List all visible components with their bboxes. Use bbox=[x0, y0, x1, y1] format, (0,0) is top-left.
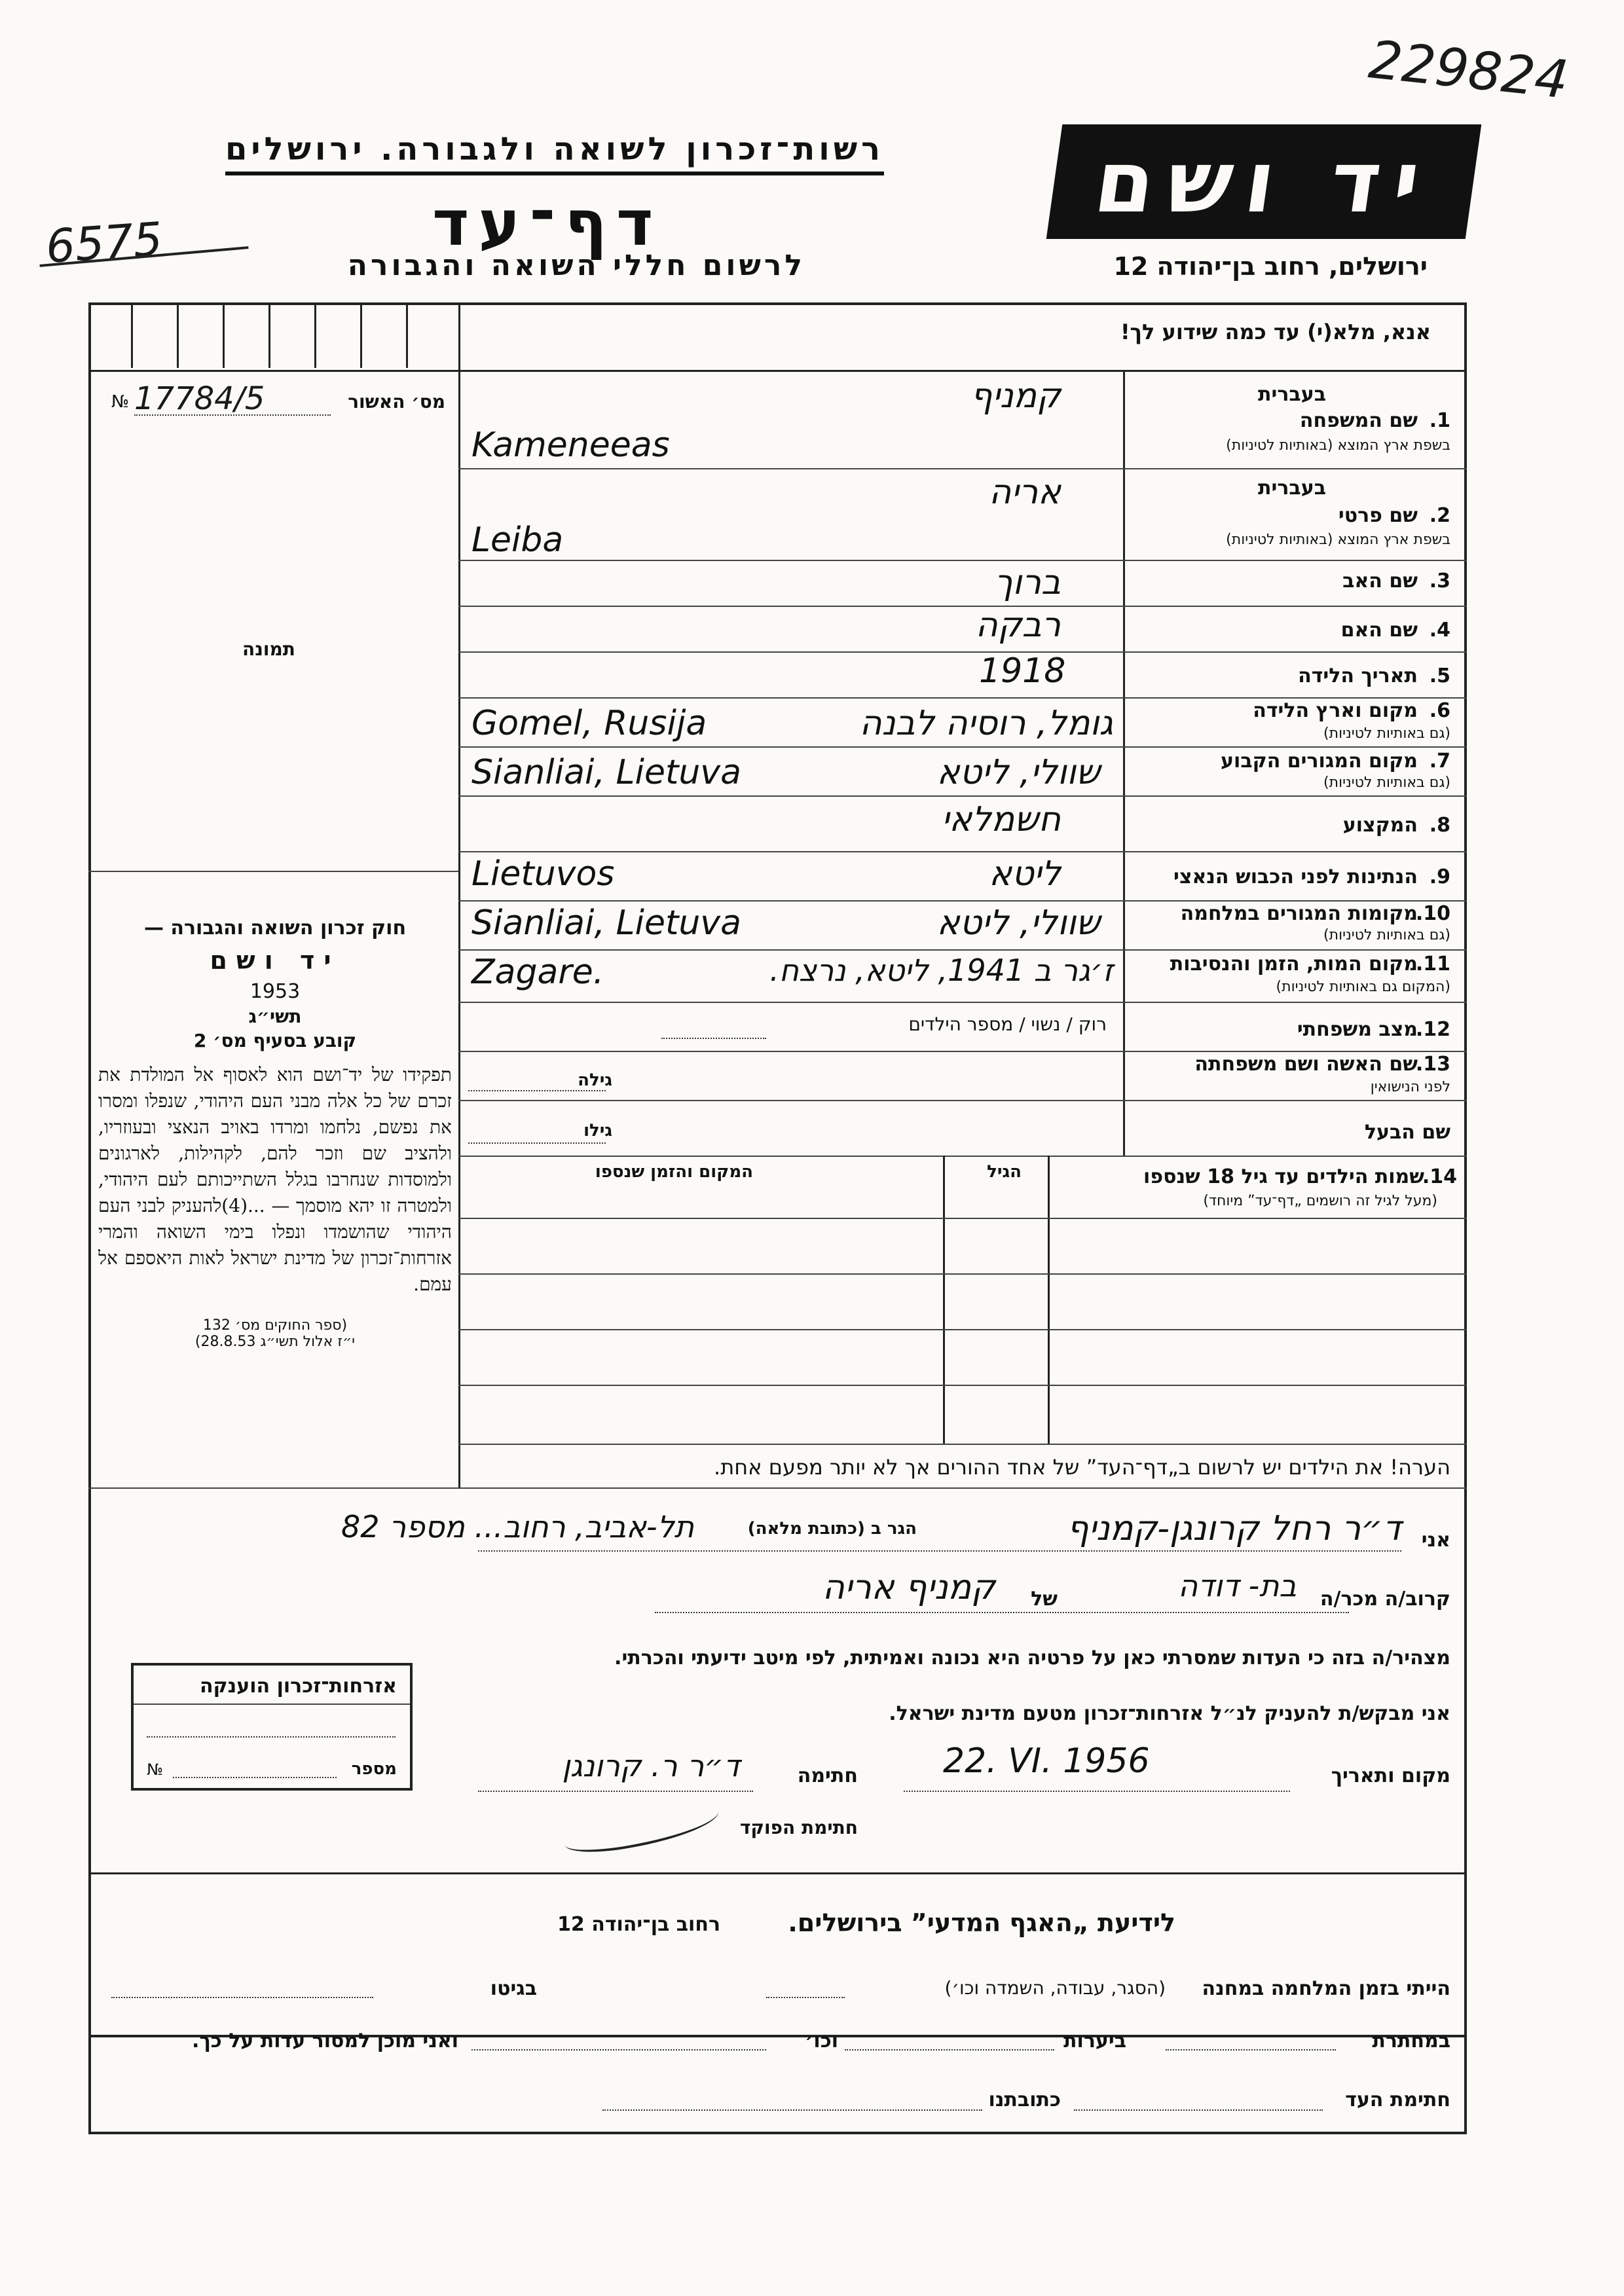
declarant-name: ד״ר רחל קרונגן-קמניף bbox=[1067, 1509, 1401, 1548]
field-9-number: 9. bbox=[1429, 866, 1450, 888]
science-line1-ghetto: בגיטו bbox=[490, 1977, 537, 2000]
signature-label: חתימה bbox=[797, 1764, 858, 1787]
science-address: רחוב בן־יהודה 12 bbox=[557, 1913, 720, 1936]
declaration-text: מצהיר/ה בזה כי העדות שמסרתי כאן על פרטיה היא נכונה ואמיתית, לפי מיטב ידיעתי והכרתי. bbox=[614, 1647, 1450, 1669]
science-line2-ready: ואני מוכן למסור עדות על כך. bbox=[192, 2030, 458, 2052]
science-line3-address: כתובתנו bbox=[988, 2088, 1061, 2111]
field-9-label: הנתינות לפני הכבוש הנאצי bbox=[1173, 866, 1418, 888]
handwritten-ref: 6575 bbox=[44, 211, 164, 274]
law-title: חוק זכרון השואה והגבורה — bbox=[143, 917, 407, 939]
org-name: רשות־זכרון לשואה ולגבורה. ירושלים bbox=[225, 131, 884, 175]
declarant-prefix: אני bbox=[1421, 1529, 1450, 1552]
field-6-sub: (גם באותיות לטיניות) bbox=[1323, 725, 1450, 742]
officer-signature-label: חתימת הפוקד bbox=[739, 1817, 858, 1838]
field-5-label: תאריך הלידה bbox=[1298, 665, 1418, 687]
field-1-value-latin: Kameneeas bbox=[471, 426, 670, 465]
approval-no-sign: № bbox=[111, 392, 130, 412]
law-name: יד ושם bbox=[210, 946, 341, 975]
children-number: 14. bbox=[1422, 1165, 1457, 1188]
field-12-value: רוק / נשוי / מספר הילדים bbox=[908, 1013, 1107, 1035]
field-1-hebrew-tag: בעברית bbox=[1258, 383, 1326, 406]
field-10-sub: (גם באותיות לטיניות) bbox=[1323, 927, 1450, 943]
field-2-label: שם פרטי bbox=[1338, 504, 1418, 527]
field-9-value-latin: Lietuvos bbox=[471, 854, 615, 894]
approval-field bbox=[98, 380, 452, 422]
field-2-value-he: אריה bbox=[989, 473, 1061, 512]
field-1-value-he: קמניף bbox=[970, 376, 1061, 416]
field-5-value: 1918 bbox=[979, 651, 1066, 691]
relation-label: קרוב/ה מכר/ה bbox=[1320, 1588, 1450, 1611]
field-12-number: 12. bbox=[1415, 1018, 1450, 1041]
science-line2-etc: וכו׳ bbox=[805, 2030, 838, 2052]
lower-frame bbox=[88, 1872, 1467, 2134]
field-2-number: 2. bbox=[1429, 504, 1450, 527]
husband-name-label: שם הבעל bbox=[1364, 1121, 1450, 1144]
instructions: אנא, מלא(י) עד כמה שידוע לך! bbox=[1120, 319, 1431, 344]
declaration-date: 22. VI. 1956 bbox=[943, 1741, 1150, 1781]
of-label: של bbox=[1031, 1588, 1058, 1611]
citizenship-number-label: מספר bbox=[351, 1759, 397, 1779]
field-12-label: מצב משפחתי bbox=[1297, 1018, 1418, 1041]
field-1-number: 1. bbox=[1429, 409, 1450, 432]
children-label: שמות הילדים עד גיל 18 שנספו bbox=[1143, 1165, 1424, 1188]
field-13-sub: לפני הנישואין bbox=[1370, 1079, 1450, 1095]
field-4-value: רבקה bbox=[975, 606, 1061, 645]
declarant-signature: ד״ר ר. קרונגן bbox=[562, 1748, 740, 1783]
law-year: 1953 bbox=[249, 980, 301, 1003]
field-10-number: 10. bbox=[1415, 902, 1450, 925]
field-13-label: שם האשה ושם משפחתה bbox=[1194, 1053, 1418, 1076]
approval-label: מס׳ האשור bbox=[348, 391, 445, 412]
field-11-value-latin: Zagare. bbox=[471, 953, 604, 992]
logo-text: יד ושם bbox=[1088, 132, 1439, 232]
field-2-value-latin: Leiba bbox=[471, 520, 564, 560]
children-sub: (מעל לגיל זה רושמים „דף־עד” מיוחד) bbox=[1203, 1193, 1437, 1209]
field-8-value: חשמלאי bbox=[941, 800, 1061, 839]
field-7-value-latin: Sianliai, Lietuva bbox=[471, 753, 741, 792]
science-line1-camp: הייתי בזמן המלחמה במחנה bbox=[1202, 1977, 1450, 2000]
science-line3-signature: חתימת העד bbox=[1345, 2088, 1450, 2111]
field-7-sub: (גם באותיות לטיניות) bbox=[1323, 774, 1450, 791]
field-2-sub: בשפת ארץ המוצא (באותיות לטיניות) bbox=[1226, 532, 1450, 548]
field-13-age-label: גילה bbox=[578, 1070, 612, 1090]
field-10-value-latin: Sianliai, Lietuva bbox=[471, 903, 741, 943]
field-6-label: מקום וארץ הלידה bbox=[1253, 699, 1418, 722]
field-6-value-latin: Gomel, Rusija bbox=[471, 704, 707, 743]
field-8-number: 8. bbox=[1429, 814, 1450, 837]
form-title: דף־עד bbox=[432, 187, 663, 260]
field-5-number: 5. bbox=[1429, 665, 1450, 687]
field-11-number: 11. bbox=[1415, 953, 1450, 975]
field-1-sub: בשפת ארץ המוצא (באותיות לטיניות) bbox=[1226, 437, 1450, 454]
declarant-address: תל-אביב, רחוב... מספר 82 bbox=[341, 1509, 694, 1544]
law-source: (ספר החוקים מס׳ 132 bbox=[202, 1317, 348, 1334]
children-col-age: הגיל bbox=[987, 1162, 1022, 1182]
yad-vashem-logo bbox=[1046, 124, 1482, 239]
citizenship-no-sign: № bbox=[147, 1760, 163, 1779]
field-9-value-he: ליטא bbox=[989, 854, 1061, 894]
husband-age-label: גילו bbox=[583, 1121, 612, 1140]
law-section: קובע בסעיף מס׳ 2 bbox=[193, 1030, 357, 1051]
field-8-label: המקצוע bbox=[1342, 814, 1418, 837]
field-6-number: 6. bbox=[1429, 699, 1450, 722]
field-10-label: מקומות המגורים במלחמה bbox=[1180, 902, 1418, 925]
field-3-number: 3. bbox=[1429, 570, 1450, 592]
field-3-label: שם האב bbox=[1342, 570, 1418, 592]
of-name: קמניף אריה bbox=[822, 1568, 995, 1607]
field-6-value-he: גומל, רוסיה לבנה bbox=[859, 704, 1113, 743]
approval-number: 17784/5 bbox=[134, 380, 265, 417]
children-col-place: המקום והזמן שנספו bbox=[595, 1162, 753, 1182]
field-3-value: ברוך bbox=[994, 563, 1061, 602]
photo-label: תמונה bbox=[242, 638, 295, 660]
law-text: תפקידו של יד־ושם הוא לאסוף אל המולדת את זכרם של כל אלה מבני העם היהודי, שנפלו ומסרו את נפשם, נלחמו ומרדו באויב הנאצי ובעוזריו, ולהציב שם וזכר להם, לקהילות, לארגונים ולמוסדות שנחרבו בגלל השתייכותם לעם היהודי, ולמטרה זו יהא מוסמך — ...(4)להעניק לבני העם היהודי שהושמדו ונפלו בימי השואה והמרי אזרחות־זכרון של מדינת ישראל לאות היאספם אל עמם. bbox=[98, 1064, 452, 1295]
science-line2-underground: במחתרת bbox=[1372, 2030, 1450, 2052]
citizenship-title: אזרחות־זכרון הוענקה bbox=[199, 1675, 397, 1698]
field-2-hebrew-tag: בעברית bbox=[1258, 477, 1326, 500]
field-11-value-he: ז׳גר ב 1941, ליטא, נרצח. bbox=[769, 953, 1113, 988]
science-line1-types: (הסגר, עבודה, השמדה וכו׳) bbox=[944, 1977, 1166, 1999]
field-7-label: מקום המגורים הקבוע bbox=[1221, 750, 1418, 773]
declarant-resident-label: הגר ב (כתובת מלאה) bbox=[747, 1519, 917, 1539]
law-year-he: תשי״ג bbox=[248, 1006, 302, 1027]
field-10-value-he: שוולי, ליטא bbox=[936, 903, 1100, 943]
note-text: הערה! את הילדים יש לרשום ב„דף־העד” של אחד ההורים אך לא יותר מפעם אחת. bbox=[714, 1455, 1450, 1480]
law-block bbox=[98, 917, 452, 1350]
field-7-number: 7. bbox=[1429, 750, 1450, 773]
stamp-number: 229824 bbox=[1365, 29, 1572, 111]
place-date-label: מקום ותאריך bbox=[1331, 1764, 1450, 1787]
form-subtitle: לרשום חללי השואה והגבורה bbox=[347, 249, 805, 282]
field-13-number: 13. bbox=[1415, 1053, 1450, 1076]
field-11-sub: (המקום גם באותיות לטיניות) bbox=[1276, 979, 1450, 995]
relation-value: בת- דודה bbox=[1178, 1568, 1297, 1603]
address-line: ירושלים, רחוב בן־יהודה 12 bbox=[1113, 252, 1428, 281]
law-source-date: י״ז אלול תשי״ג 28.8.53) bbox=[194, 1334, 356, 1350]
citizenship-box bbox=[131, 1663, 413, 1791]
request-text: אני מבקש/ת להעניק לנ״ל אזרחות־זכרון מטעם מדינת ישראל. bbox=[889, 1702, 1450, 1725]
field-11-label: מקום המות, הזמן והנסיבות bbox=[1170, 953, 1418, 975]
science-line2-forests: ביערות bbox=[1063, 2030, 1126, 2052]
field-4-label: שם האם bbox=[1340, 619, 1418, 642]
field-1-label: שם המשפחה bbox=[1299, 409, 1418, 432]
field-7-value-he: שוולי, ליטא bbox=[936, 753, 1100, 792]
field-4-number: 4. bbox=[1429, 619, 1450, 642]
science-title: לידיעת „האגף המדעי” בירושלים. bbox=[788, 1908, 1175, 1937]
